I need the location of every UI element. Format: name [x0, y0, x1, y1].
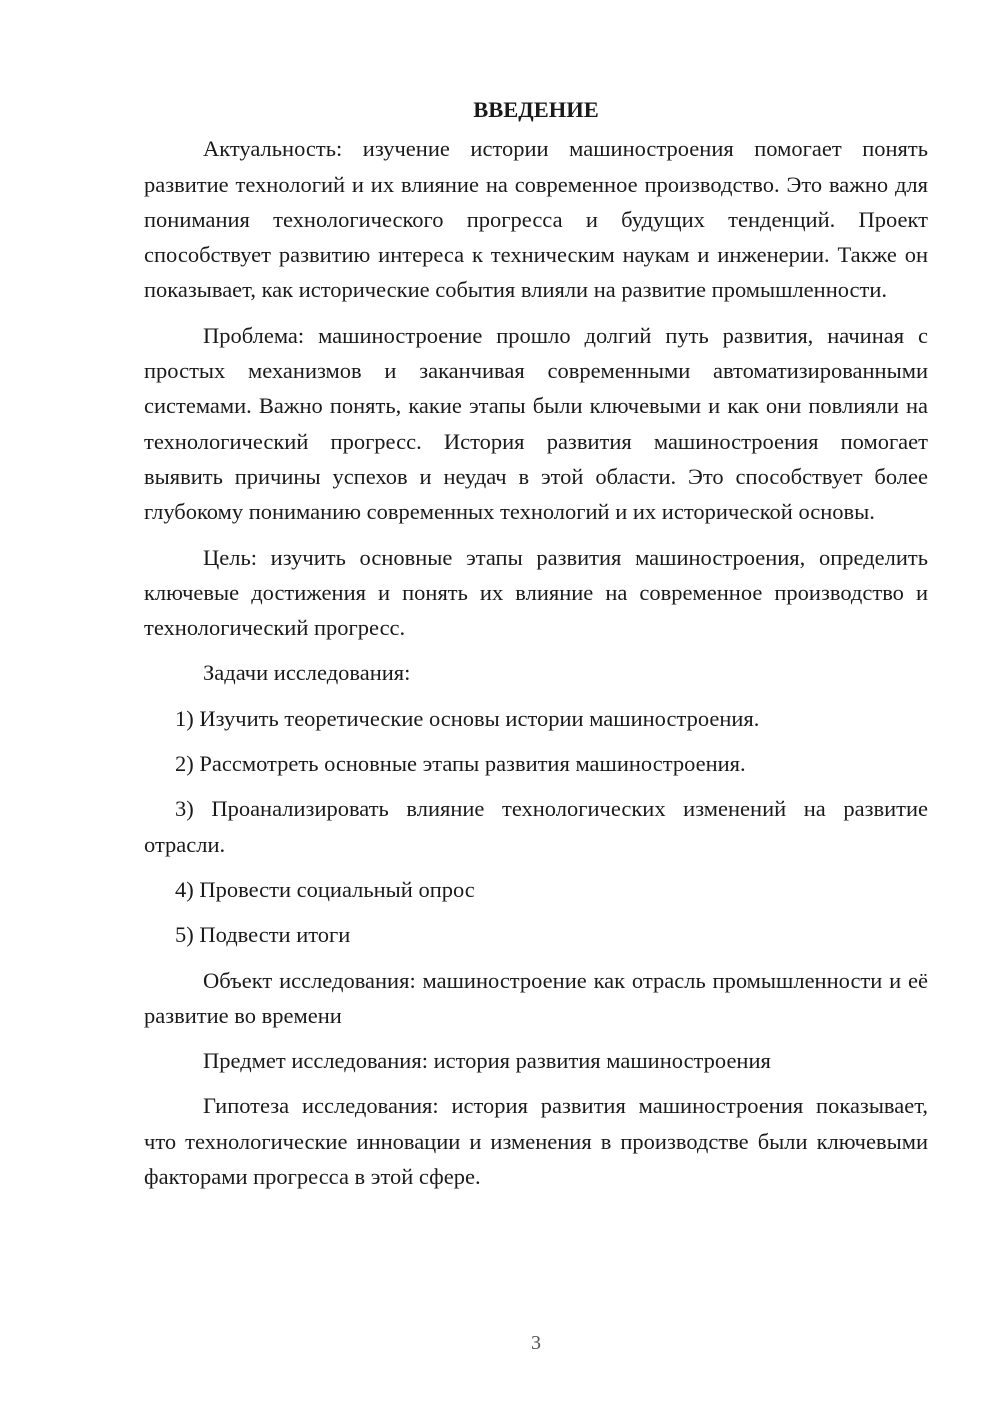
document-page [144, 92, 928, 1204]
task-item: 4) Провести социальный опрос [175, 876, 475, 902]
subject-paragraph: Предмет исследования: история развития машиностроения [203, 1048, 771, 1074]
hypothesis-paragraph: Гипотеза исследования: история развития машиностроения показывает, что технологические инновации и изменения в производстве были ключевыми факторами прогресса в этой сфере. [144, 1093, 928, 1190]
task-item: 5) Подвести итоги [175, 922, 351, 948]
tasks-list [144, 701, 928, 953]
section-title: ВВЕДЕНИЕ [473, 97, 599, 122]
tasks-heading: Задачи исследования: [203, 660, 411, 686]
task-item: 3) Проанализировать влияние технологических изменений на развитие отрасли. [144, 796, 928, 857]
goal-paragraph: Цель: изучить основные этапы развития машиностроения, определить ключевые достижения и понять их влияние на современное производство и технологический прогресс. [144, 544, 928, 641]
task-item: 2) Рассмотреть основные этапы развития машиностроения. [175, 751, 746, 777]
object-paragraph: Объект исследования: машиностроение как отрасль промышленности и её развитие во времени [144, 967, 928, 1028]
page-number: 3 [531, 1332, 541, 1354]
relevance-paragraph: Актуальность: изучение истории машиностроения помогает понять развитие технологий и их влияние на современное производство. Это важно для понимания технологического прогресса и будущих тенденций. Проект способствует развитию интереса к техническим наукам и инженерии. Также он показывает, как исторические события влияли на развитие промышленности. [144, 136, 928, 303]
task-item: 1) Изучить теоретические основы истории машиностроения. [175, 705, 760, 731]
problem-paragraph: Проблема: машиностроение прошло долгий путь развития, начиная с простых механизмов и заканчивая современными автоматизированными системами. Важно понять, какие этапы были ключевыми и как они повлияли на технологический прогресс. История развития машиностроения помогает выявить причины успехов и неудач в этой области. Это способствует более глубокому пониманию современных технологий и их исторической основы. [144, 322, 928, 525]
